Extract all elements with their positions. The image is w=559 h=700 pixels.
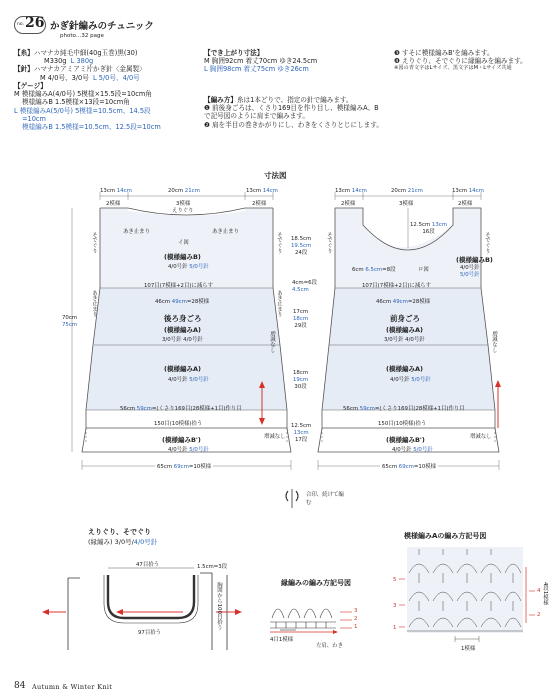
total-length-dim: 70cm 75cm — [62, 315, 78, 329]
step-1-marker: ❶ — [204, 104, 213, 113]
front-chest-dim: 46cm 49cm=28模様 — [376, 299, 431, 305]
method-intro: 糸は1本どりで、指定の針で編みます。 — [236, 96, 353, 104]
back-no-inc: 増減なし — [269, 331, 275, 353]
method-step-3: すそに模様編みB'を編みます。 — [402, 49, 494, 57]
edge-chart-row-2: 2 — [354, 616, 358, 622]
front-top-mid-dim: 20cm 21cm — [391, 188, 423, 194]
yarn-amount-m: M330g — [44, 57, 67, 66]
back-chest-dim: 46cm 49cm=28模様 — [155, 299, 210, 305]
back-side-stop-left: あき止まり — [91, 290, 97, 317]
front-armhole-left: そでぐり — [326, 232, 332, 254]
front-pattern-a1-needle: 3/0号針 4/0号針 — [384, 337, 425, 343]
front-top-left-pattern: 2模様 — [341, 201, 356, 207]
back-no-inc-2: 増減なし — [264, 434, 286, 440]
needle-label: 【針】 — [14, 65, 34, 74]
yarn-label: 【糸】 — [14, 49, 34, 57]
needle-l: L 5/0号、4/0号 — [93, 73, 140, 82]
vdim-lower: 18cm 19cm 30段 — [293, 370, 309, 390]
front-row-107: 107目(7模様+2目)に減らす — [362, 283, 431, 289]
diagram-title: 寸法図 — [264, 171, 287, 180]
front-pattern-b-needle: 4/0号針 5/0号針 — [460, 265, 480, 279]
back-pattern-a2: (模様編みA) — [164, 365, 201, 373]
edge-chart-title: 縁編みの編み方記号図 — [281, 579, 351, 587]
back-figure-label: イ図 — [178, 240, 189, 246]
back-top-right-pattern: 2模様 — [252, 201, 267, 207]
gauge-l-a2: =10cm — [22, 114, 46, 123]
gauge-label: 【ゲージ】 — [14, 81, 47, 90]
join-note: 合印、続けて編む — [306, 492, 344, 506]
back-body-name: 後ろ身ごろ — [164, 314, 202, 323]
size-l: L 胸囲98cm 着丈75cm ゆき26cm — [204, 65, 309, 74]
front-neck-depth: 12.5cm 13cm 16段 — [410, 222, 448, 235]
page-title: かぎ針編みのチュニック — [50, 21, 154, 32]
front-body-name: 前身ごろ — [390, 314, 420, 323]
pattern-a-bottom: 1模様 — [461, 646, 476, 652]
gauge-m-b: 模様編みB 1.5模様×13段=10cm角 — [22, 98, 130, 107]
front-pattern-a1: (模様編みA) — [386, 326, 423, 334]
back-neck-label: えりぐり — [172, 208, 194, 214]
yarn-amount-l: L 380g — [70, 57, 94, 66]
front-pattern-a2: (模様編みA) — [386, 365, 423, 373]
front-pattern-b: (模様編みB) — [456, 256, 493, 264]
front-hem-dim: 56cm 59cm=(くさり169目(28模様+1目)作り目 — [343, 406, 465, 412]
back-row-107: 107目(7模様+2目)に減らす — [144, 283, 213, 289]
back-pattern-b-needle: 4/0号針 5/0号針 — [168, 264, 209, 270]
front-pattern-bb: (模様編みB') — [386, 436, 425, 444]
back-hem-dim: 56cm 59cm=(くさり169目(28模様+1目)作り目 — [120, 406, 242, 412]
pattern-number: 26 — [25, 15, 45, 31]
gauge-l-b: 模様編みB 1.5模様=10.5cm、12.5段=10cm — [22, 123, 161, 132]
pattern-a-row-4: 4 — [537, 588, 541, 594]
edge-top-pickup: 47目拾う — [136, 562, 160, 568]
back-armhole-right: そでぐり — [276, 232, 282, 254]
back-stop-left: あき止まり — [123, 229, 150, 235]
back-pickup-150: 150目(10模様)拾う — [154, 421, 203, 427]
method-step-4: えりぐり、そでぐりに縁編みを編みます。 — [402, 57, 527, 66]
front-pattern-bb-needle: 4/0号針 5/0号針 — [392, 447, 433, 453]
pattern-a-title: 模様編みAの編み方記号図 — [404, 532, 487, 540]
back-pattern-bb: (模様編みB') — [162, 436, 201, 444]
front-width-dim: 65cm 69cm=10模様 — [382, 464, 437, 470]
edge-chart-row-3: 3 — [354, 608, 358, 614]
gauge-m-a: M 模様編みA(4/0号) 5模様×15.5段=10cm角 — [14, 90, 152, 99]
method-step-1: 前後身ごろは、くさり169目を作り目し、模様編みA、Bで記号図のように肩まで編みます。 — [204, 104, 379, 121]
front-neck-side: 6cm 6.5cm=8段 — [352, 267, 396, 273]
pattern-a-row-1: 1 — [393, 625, 397, 631]
gauge-l-a: L 模様編みA(5/0号) 5模様=10.5cm、14.5段 — [14, 106, 151, 115]
size-label: 【でき上がり寸法】 — [204, 49, 264, 57]
edge-title: えりぐり、そでぐり — [88, 528, 151, 536]
front-no-inc-2: 増減なし — [470, 434, 492, 440]
size-m: M 胸囲92cm 着丈70cm ゆき24.5cm — [204, 57, 318, 66]
back-pattern-a1: (模様編みA) — [164, 326, 201, 334]
pattern-a-row-5: 5 — [393, 577, 397, 583]
pattern-a-row-2: 2 — [537, 612, 541, 618]
method-label: 【編み方】 — [204, 96, 237, 104]
front-top-right-pattern: 2模様 — [458, 201, 473, 207]
back-side-stop-right: あき止まり — [276, 290, 282, 317]
back-width-dim: 65cm 69cm=10模様 — [157, 464, 212, 470]
edge-bottom-pickup: 97目拾う — [138, 630, 162, 636]
pattern-a-repeat: 4段1模様 — [542, 582, 548, 606]
vdim-yoke: 18.5cm 19.5cm 24段 — [291, 236, 312, 256]
back-stop-right: あき止まり — [212, 229, 239, 235]
method-step-2: 肩を半目の巻きかがりにし、わきをくさりとじにします。 — [212, 120, 383, 129]
yarn-text: ハマナカ純毛中細(40g玉巻)黒(30) — [33, 49, 138, 57]
edge-sub: (縁編み) 3/0号/4/0号針 — [88, 538, 158, 546]
step-4-marker: ❹ — [394, 57, 403, 66]
edge-chart-row-1: 1 — [354, 624, 358, 630]
step-3-marker: ❸ — [394, 49, 403, 57]
back-pattern-b: (模様編みB) — [164, 253, 201, 261]
back-pattern-a1-needle: 3/0号針 4/0号針 — [162, 337, 203, 343]
pattern-no-label: no. — [17, 22, 24, 27]
back-pattern-a2-needle: 4/0号針 5/0号針 — [168, 377, 209, 383]
front-pattern-a2-needle: 4/0号針 5/0号針 — [390, 377, 431, 383]
edge-chart-repeat: 4目1模様 — [270, 637, 294, 643]
step-2-marker: ❷ — [204, 120, 213, 129]
edge-side-pickup: 胸囲から100目拾う — [216, 582, 222, 631]
needle-text: ハマナカアミアミ片かぎ針〈金属製〉 — [33, 65, 146, 74]
vdim-upper: 17cm 18cm 29段 — [293, 309, 309, 329]
front-top-mid-pattern: 3模様 — [399, 201, 414, 207]
edge-right-rows: 1.5cm=3段 — [197, 564, 228, 570]
front-armhole-right: そでぐり — [484, 232, 490, 254]
photo-reference: photo…32 page — [60, 33, 104, 39]
page-number: 84 — [14, 681, 26, 691]
back-armhole-left: そでぐり — [91, 232, 97, 254]
back-top-left-dim: 13cm 14cm — [100, 188, 132, 194]
edge-chart-caption: 左肩、わき — [316, 643, 343, 649]
back-top-mid-dim: 20cm 21cm — [168, 188, 200, 194]
back-top-left-pattern: 2模様 — [106, 201, 121, 207]
vdim-armhole-dec: 4cm=6段 4.5cm — [292, 280, 317, 293]
front-figure-label: ロ図 — [418, 267, 429, 273]
magazine-name: Autumn & Winter Knit — [32, 683, 113, 691]
color-note: ※図の青文字はLサイズ、黒文字はM・Lサイズ共通 — [394, 65, 512, 72]
front-top-right-dim: 13cm 14cm — [452, 188, 484, 194]
back-pattern-bb-needle: 4/0号針 5/0号針 — [168, 447, 209, 453]
front-no-inc: 増減なし — [491, 331, 497, 353]
front-pickup-150: 150目(10模様)拾う — [378, 421, 427, 427]
pattern-a-row-3: 3 — [393, 603, 397, 609]
back-top-mid-pattern: 3模様 — [176, 201, 191, 207]
needle-m: M 4/0号、3/0号 — [40, 73, 89, 82]
front-top-left-dim: 13cm 14cm — [335, 188, 367, 194]
back-top-right-dim: 13cm 14cm — [246, 188, 278, 194]
vdim-hem: 12.5cm 13cm 17段 — [291, 423, 312, 443]
